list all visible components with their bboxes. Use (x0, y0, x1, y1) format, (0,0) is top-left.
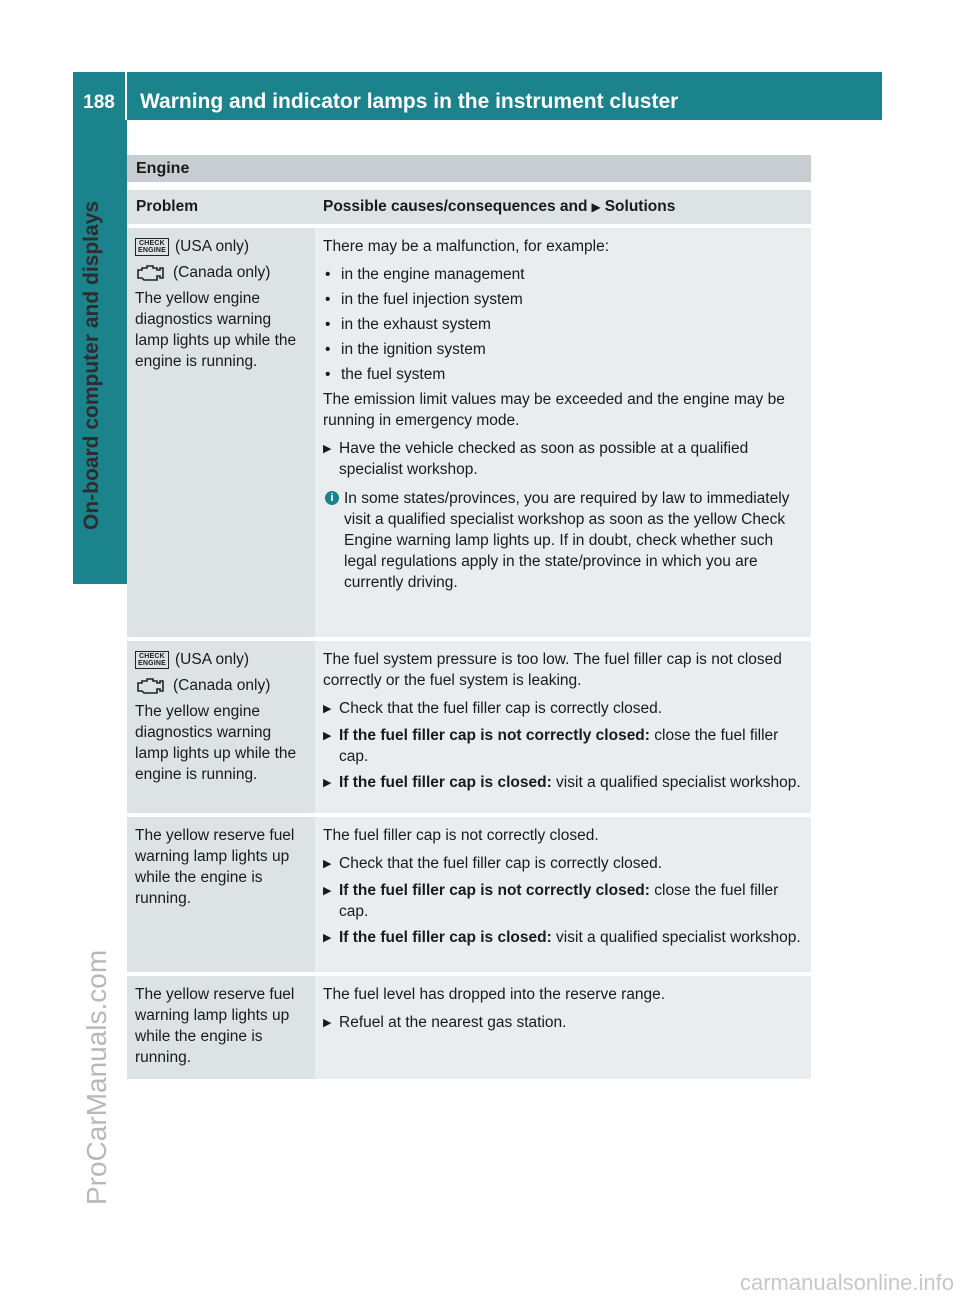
watermark-side: ProCarManuals.com (81, 949, 112, 1205)
cause-intro: The fuel system pressure is too low. The fuel filler cap is not closed correctly or the fuel system is leaking. (323, 651, 782, 689)
list-item: • in the fuel injection system (325, 291, 523, 308)
play-arrow-icon: ▶ (323, 858, 332, 870)
solution-cell (315, 641, 811, 813)
action-step: ▶ If the fuel filler cap is closed: visit a qualified specialist workshop. (323, 927, 805, 949)
list-item: • in the exhaust system (325, 316, 491, 333)
action-step: ▶ Check that the fuel filler cap is correctly closed. (323, 698, 805, 720)
problem-text: The yellow reserve fuel warning lamp lights up while the engine is running. (135, 827, 295, 907)
problem-cell (127, 641, 315, 813)
play-arrow-icon: ▶ (323, 932, 332, 944)
header-solutions-post: Solutions (604, 198, 676, 215)
problem-text: The yellow reserve fuel warning lamp lights up while the engine is running. (135, 986, 295, 1066)
problem-cell (127, 228, 315, 637)
action-step: ▶ Check that the fuel filler cap is correctly closed. (323, 853, 805, 875)
problem-cell (127, 817, 315, 972)
check-engine-icon: CHECK ENGINE (135, 651, 169, 669)
check-engine-icon: CHECK ENGINE (135, 238, 169, 256)
engine-icon (135, 677, 165, 695)
play-arrow-icon: ▶ (323, 1017, 332, 1029)
header-solutions (315, 190, 811, 224)
cause-intro: There may be a malfunction, for example: (323, 238, 610, 255)
lamp-usa-label: (USA only) (175, 238, 250, 255)
cause-intro: The fuel level has dropped into the reserve range. (323, 986, 666, 1003)
lamp-usa-line (135, 236, 309, 257)
problem-text: The yellow engine diagnostics warning lamp lights up while the engine is running. (135, 290, 297, 370)
action-step: ▶ Have the vehicle checked as soon as possible at a qualified specialist workshop. (323, 440, 749, 478)
table-row (127, 817, 811, 972)
problem-text: The yellow engine diagnostics warning lamp lights up while the engine is running. (135, 703, 297, 783)
action-step: ▶ Refuel at the nearest gas station. (323, 1012, 805, 1034)
play-arrow-icon: ▶ (323, 730, 332, 742)
info-note (323, 488, 805, 593)
list-item: • in the engine management (325, 266, 525, 283)
list-item: • in the ignition system (325, 341, 486, 358)
lamp-canada-line (135, 675, 309, 696)
consequence-text: The emission limit values may be exceeded and the engine may be running in emergency mode. (323, 391, 785, 429)
problem-cell (127, 976, 315, 1079)
watermark-bottom: carmanualsonline.info (739, 1270, 954, 1295)
table-row (127, 641, 811, 813)
info-icon: i (325, 491, 339, 505)
play-arrow-icon: ▶ (323, 703, 332, 715)
info-text: In some states/provinces, you are required by law to immediately visit a qualified specialist workshop as soon as the yellow Check Engine warning lamp lights up. If in doubt, check whether such legal regulations apply in the state/province in which you are currently driving. (344, 490, 790, 591)
action-step: ▶ If the fuel filler cap is not correctly closed: close the fuel filler cap. (323, 727, 779, 765)
action-step: ▶ If the fuel filler cap is closed: visit a qualified specialist workshop. (323, 772, 805, 794)
solution-cell (315, 976, 811, 1079)
chapter-side-label: On-board computer and displays (80, 200, 103, 530)
lamp-usa-line (135, 649, 309, 670)
table-header (127, 190, 811, 224)
lamp-canada-label: (Canada only) (173, 264, 271, 281)
section-title: Engine (127, 155, 811, 182)
header-solutions-pre: Possible causes/consequences and (323, 198, 588, 215)
page-title: Warning and indicator lamps in the instrument cluster (140, 90, 679, 113)
play-arrow-icon: ▶ (323, 777, 332, 789)
warning-lamp-table (127, 190, 811, 1079)
lamp-canada-line (135, 262, 309, 283)
lamp-usa-label: (USA only) (175, 651, 250, 668)
list-item: • the fuel system (325, 366, 446, 383)
play-arrow-icon: ▶ (591, 200, 601, 214)
table-row (127, 976, 811, 1079)
header-problem: Problem (136, 198, 199, 215)
table-row (127, 228, 811, 637)
solution-cell (315, 817, 811, 972)
play-arrow-icon: ▶ (323, 443, 332, 455)
cause-intro: The fuel filler cap is not correctly closed. (323, 827, 599, 844)
page-number: 188 (73, 72, 127, 120)
engine-icon (135, 264, 165, 282)
action-step: ▶ If the fuel filler cap is not correctly closed: close the fuel filler cap. (323, 882, 779, 920)
solution-cell (315, 228, 811, 637)
play-arrow-icon: ▶ (323, 885, 332, 897)
lamp-canada-label: (Canada only) (173, 677, 271, 694)
